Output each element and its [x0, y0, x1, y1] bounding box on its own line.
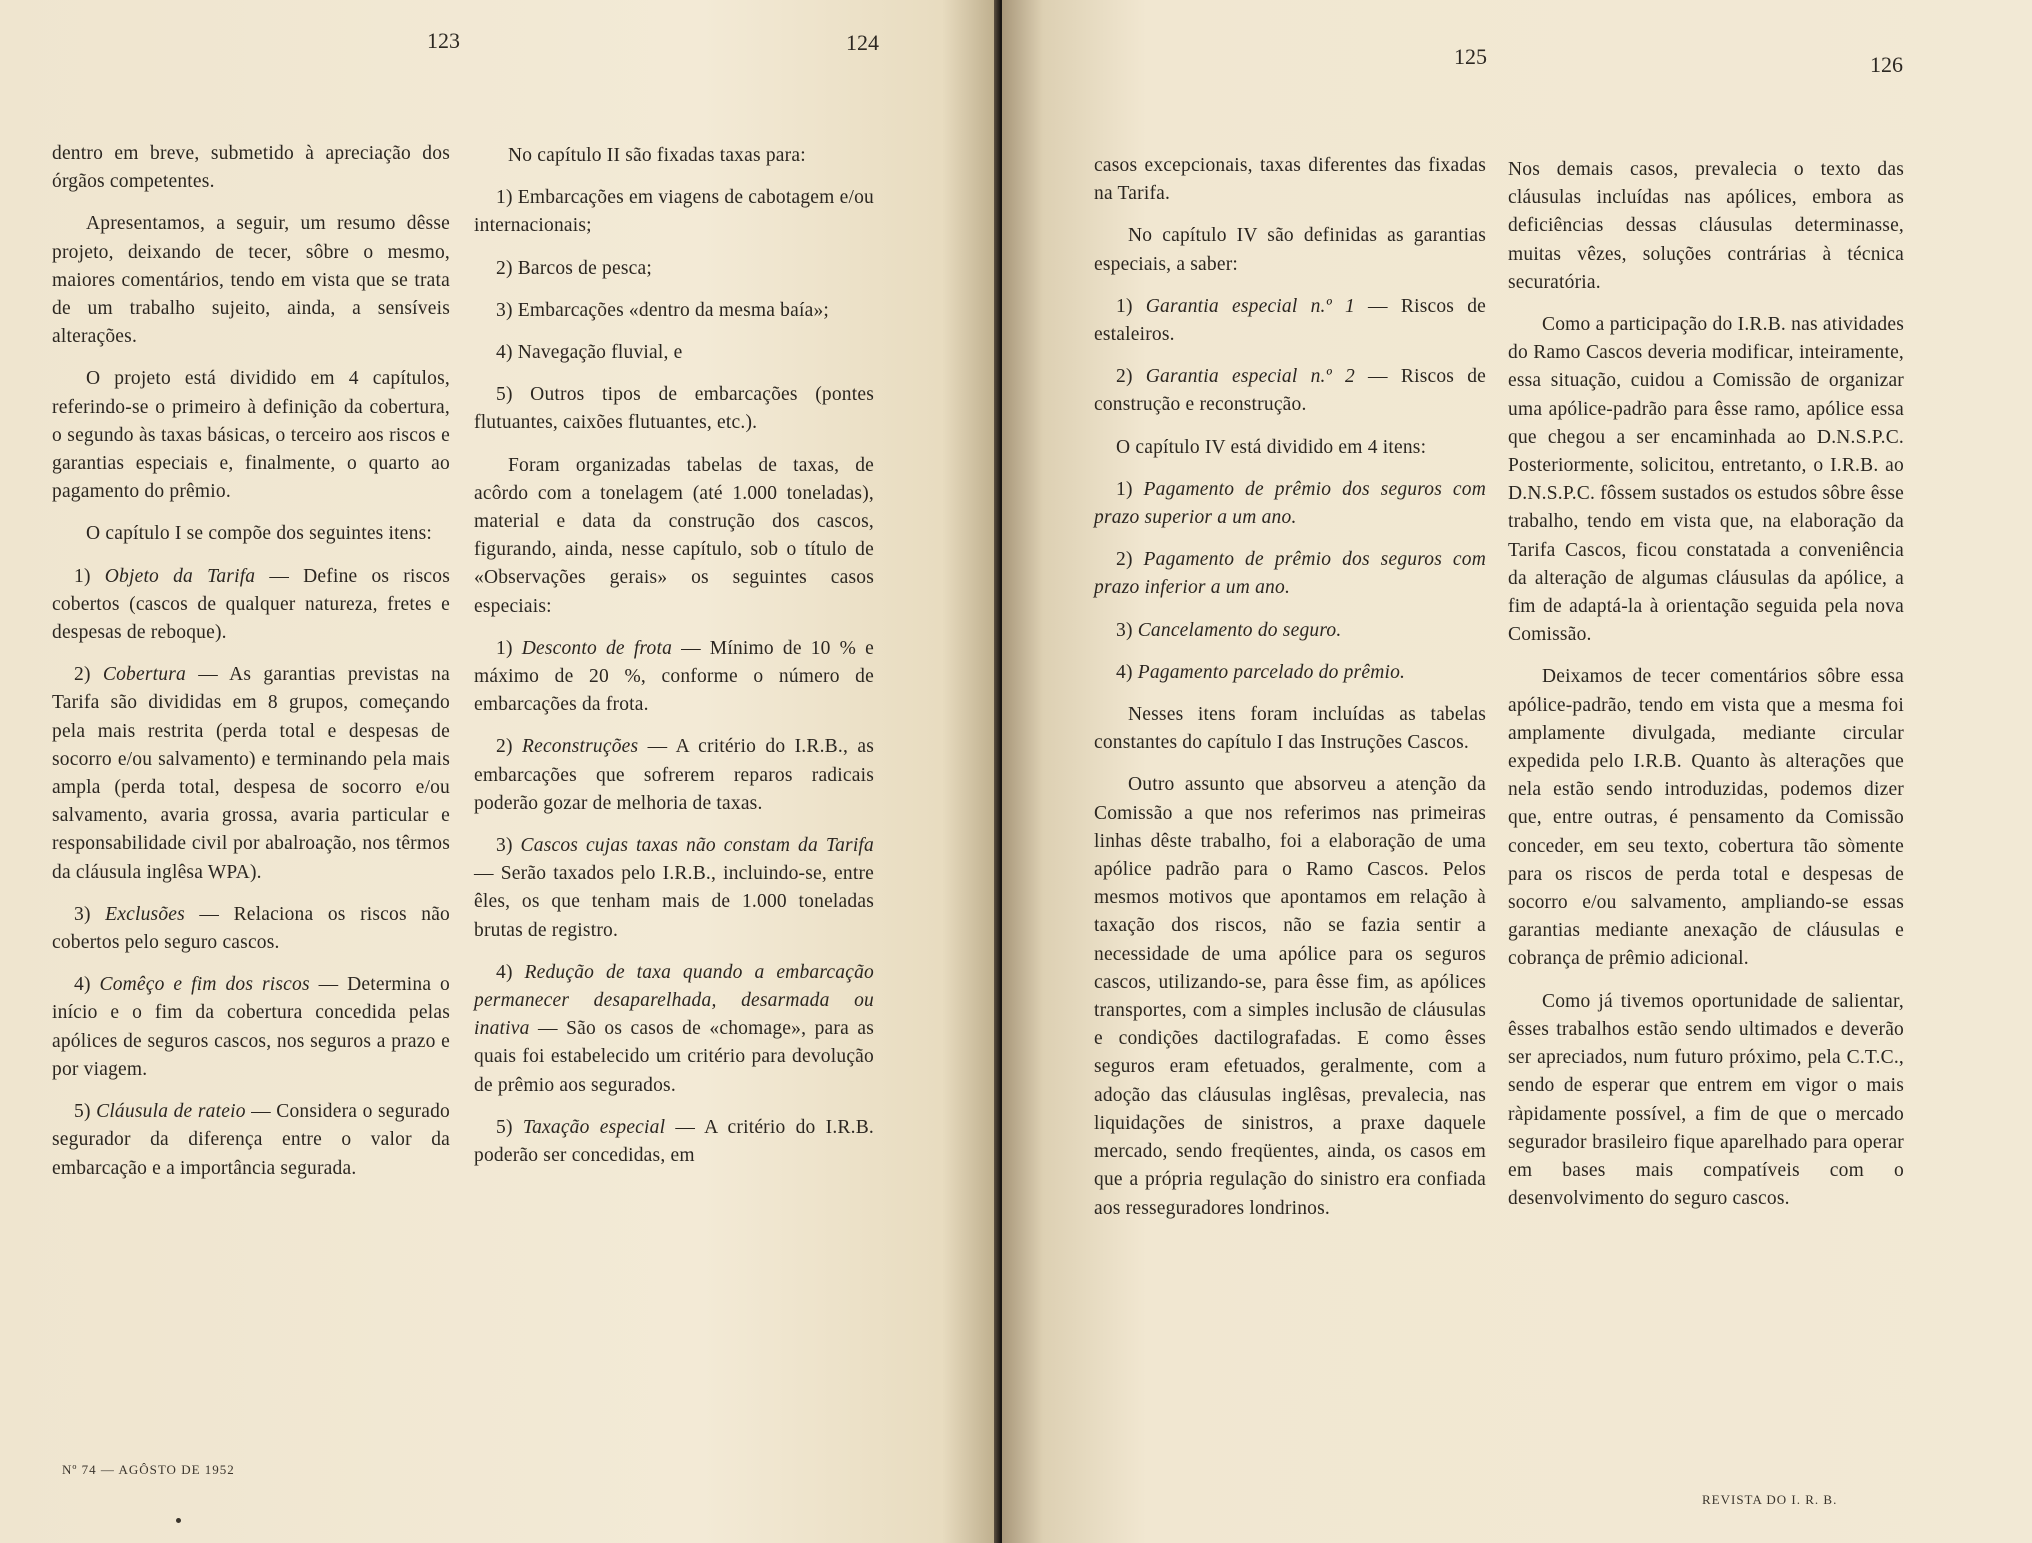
- paragraph: [1094, 363, 1486, 419]
- paragraph-text: — Mínimo de 10 % e máximo de 20 %, conforme o número de embarcações da frota.: [474, 637, 875, 716]
- paragraph: [1094, 546, 1486, 602]
- item-heading: Redução de taxa quando a embarcação permanecer desaparelhada, desarmada ou inativa: [474, 961, 874, 1040]
- item-number: 2): [1116, 549, 1144, 571]
- item-number: 3): [74, 903, 106, 925]
- paragraph: [1508, 988, 1904, 1214]
- paragraph-text: 2) Barcos de pesca;: [496, 257, 652, 279]
- paragraph: [474, 297, 874, 325]
- item-heading: Exclusões: [105, 903, 185, 925]
- page-number-126: 126: [1870, 52, 1903, 77]
- item-heading: Garantia especial n.º 2: [1145, 366, 1355, 388]
- paragraph-text: Nesses itens foram incluídas as tabelas constantes do capítulo I das Instruções Cascos.: [1094, 704, 1486, 754]
- item-number: 5): [496, 1116, 523, 1138]
- paragraph-text: — Riscos de estaleiros.: [1094, 295, 1487, 346]
- paragraph-text: No capítulo II são fixadas taxas para:: [508, 145, 806, 166]
- page-number-124: 124: [846, 30, 879, 55]
- paragraph-text: — Relaciona os riscos não cobertos pelo seguro cascos.: [52, 903, 451, 954]
- paragraph: [474, 142, 874, 170]
- paragraph: [52, 971, 450, 1084]
- item-heading: Cobertura: [102, 664, 186, 686]
- paragraph: [52, 210, 450, 351]
- item-number: 5): [74, 1101, 97, 1123]
- paragraph-text: — Considera o segurado segurador da diferença entre o valor da embarcação e a importância segurada.: [52, 1101, 451, 1179]
- paragraph: [52, 901, 450, 957]
- paragraph: [52, 365, 450, 506]
- page-number-125: 125: [1454, 44, 1487, 69]
- item-heading: Garantia especial n.º 1: [1145, 295, 1355, 317]
- paragraph: [1094, 771, 1486, 1222]
- paragraph-text: — Serão taxados pelo I.R.B., incluindo-se, entre êles, os que tenham mais de 1.000 toneladas brutas de registro.: [474, 863, 874, 941]
- paragraph: [1094, 152, 1486, 208]
- paragraph-text: Como a participação do I.R.B. nas atividades do Ramo Cascos deveria modificar, inteiramente, essa situação, cuidou a Comissão de organizar uma apólice-padrão para êsse ramo, apólice essa que chegou a ser encaminhada ao D.N.S.P.C. Posteriormente, solicitou, entretanto, o I.R.B. ao D.N.S.P.C. fôssem sustados os estudos sôbre êsse trabalho, tendo em vista que, na elaboração da Tarifa Cascos, ficou constatada a conveniência da alteração de algumas cláusulas da apólice, a fim de adaptá-la à orientação seguida pela nova Comissão.: [1508, 314, 1904, 646]
- paragraph: [474, 381, 874, 437]
- footer-issue-date: Nº 74 — AGÔSTO DE 1952: [62, 1462, 235, 1477]
- item-heading: Comêço e fim dos riscos: [99, 974, 310, 996]
- text-column-page-124: [474, 142, 874, 1184]
- item-heading: Pagamento de prêmio dos seguros com prazo superior a um ano.: [1094, 478, 1486, 529]
- item-number: 2): [1116, 366, 1146, 388]
- paragraph: [1094, 659, 1486, 687]
- item-number: 1): [496, 637, 522, 659]
- paragraph-text: Apresentamos, a seguir, um resumo dêsse projeto, deixando de tecer, sôbre o mesmo, maiores comentários, tendo em vista que se trata de um trabalho sujeito, ainda, a sensíveis alterações.: [52, 213, 450, 348]
- paragraph-text: Como já tivemos oportunidade de salientar, êsses trabalhos estão sendo ultimados e deverão ser apreciados, num futuro próximo, pela C.T.C., sendo de esperar que entrem em vigor o mais ràpidamente possível, a fim de que o mercado segurador brasileiro fique aparelhado para operar em bases mais compatíveis com o desenvolvimento do seguro cascos.: [1508, 990, 1904, 1210]
- left-page: [0, 0, 1002, 1543]
- paragraph-text: O projeto está dividido em 4 capítulos, referindo-se o primeiro à definição da cobertura, o segundo às taxas básicas, o terceiro aos riscos e garantias especiais e, finalmente, o quarto ao pagamento do prêmio.: [52, 368, 450, 503]
- paragraph-text: — Riscos de construção e reconstrução.: [1094, 366, 1487, 416]
- paragraph: [52, 563, 450, 648]
- item-heading: Reconstruções: [521, 736, 639, 758]
- paragraph: [1094, 701, 1486, 757]
- item-heading: Pagamento de prêmio dos seguros com prazo inferior a um ano.: [1094, 549, 1486, 599]
- paragraph: [1508, 311, 1904, 649]
- paragraph: [474, 733, 874, 818]
- paragraph-text: — A critério do I.R.B., as embarcações que sofrerem reparos radicais poderão gozar de melhoria de taxas.: [474, 736, 874, 814]
- paragraph-text: dentro em breve, submetido à apreciação dos órgãos competentes.: [52, 143, 450, 193]
- paragraph: [474, 1114, 874, 1170]
- item-heading: Desconto de frota: [521, 637, 673, 659]
- paragraph-text: 4) Navegação fluvial, e: [496, 342, 683, 364]
- paragraph: [474, 635, 874, 720]
- item-heading: Taxação especial: [522, 1116, 666, 1138]
- paragraph-text: Foram organizadas tabelas de taxas, de acôrdo com a tonelagem (até 1.000 toneladas), material e data da construção dos cascos, figurando, ainda, nesse capítulo, sob o título de «Observações gerais» os seguintes casos especiais:: [474, 454, 874, 617]
- item-number: 1): [1116, 295, 1146, 317]
- paragraph: [474, 255, 874, 283]
- paragraph-text: 3) Embarcações «dentro da mesma baía»;: [496, 299, 830, 321]
- item-number: 2): [496, 736, 522, 758]
- paragraph: [52, 1098, 450, 1183]
- item-number: 3): [496, 835, 521, 857]
- paragraph: [52, 520, 450, 548]
- paragraph-text: — As garantias previstas na Tarifa são divididas em 8 grupos, começando pela mais restrita (perda total e despesas de socorro e/ou salvamento) e terminando pela mais ampla (perda total, despesa de socorro e/ou salvamento, avaria grossa, avaria particular e responsabilidade civil por abalroação, nos têrmos da cláusula inglêsa WPA).: [52, 664, 450, 883]
- paragraph-text: No capítulo IV são definidas as garantias especiais, a saber:: [1094, 225, 1486, 275]
- page-number-123: 123: [427, 28, 460, 53]
- paragraph: [1508, 663, 1904, 973]
- paragraph-text: Nos demais casos, prevalecia o texto das cláusulas incluídas nas apólices, embora as deficiências dessas cláusulas determinasse, muitas vêzes, soluções contrárias à técnica securatória.: [1508, 159, 1904, 293]
- text-column-page-123: [52, 140, 450, 1197]
- paragraph: [1094, 617, 1486, 645]
- paragraph: [1508, 156, 1904, 297]
- paragraph: [52, 661, 450, 887]
- item-number: 4): [1116, 661, 1138, 683]
- paragraph-text: casos excepcionais, taxas diferentes das fixadas na Tarifa.: [1094, 155, 1486, 205]
- paragraph: [1094, 434, 1486, 462]
- item-number: 4): [496, 961, 525, 983]
- paragraph-text: 5) Outros tipos de embarcações (pontes flutuantes, caixões flutuantes, etc.).: [474, 384, 874, 434]
- paragraph-text: O capítulo IV está dividido em 4 itens:: [1116, 436, 1427, 458]
- item-heading: Pagamento parcelado do prêmio.: [1137, 661, 1406, 683]
- item-heading: Cascos cujas taxas não constam da Tarifa: [520, 835, 874, 857]
- paragraph-text: 1) Embarcações em viagens de cabotagem e/ou internacionais;: [474, 187, 874, 237]
- item-heading: Cancelamento do seguro.: [1137, 619, 1342, 641]
- paragraph: [474, 452, 874, 621]
- paragraph-text: — A critério do I.R.B. poderão ser concedidas, em: [474, 1116, 874, 1167]
- paragraph: [52, 140, 450, 196]
- right-page: [1002, 0, 2032, 1543]
- paragraph-text: — Determina o início e o fim da cobertura concedida pelas apólices de seguros cascos, nos seguros a prazo e por viagem.: [52, 974, 451, 1080]
- item-number: 1): [74, 565, 105, 587]
- text-column-page-125: [1094, 152, 1486, 1237]
- paragraph-text: — Define os riscos cobertos (cascos de qualquer natureza, fretes e despesas de reboque).: [52, 565, 450, 644]
- page-speck: [176, 1518, 181, 1523]
- item-heading: Cláusula de rateio: [96, 1101, 246, 1123]
- paragraph-text: Outro assunto que absorveu a atenção da Comissão a que nos referimos nas primeiras linhas dêste trabalho, foi a elaboração de uma apólice padrão para o Ramo Cascos. Pelos mesmos motivos que apontamos em relação à taxação dos riscos, não se fazia sentir a necessidade de uma apólice para os seguros cascos, utilizando-se, para êsse fim, as apólices transportes, com a simples inclusão de cláusulas e condições dactilografadas. E como êsses seguros eram efetuados, geralmente, com a adoção das cláusulas inglêsas, prevalecia, nas liquidações de sinistros, a praxe daquele mercado, sendo freqüentes, ainda, os casos em que a própria regulação do sinistro era confiada aos resseguradores londrinos.: [1094, 774, 1486, 1219]
- paragraph-text: Deixamos de tecer comentários sôbre essa apólice-padrão, tendo em vista que a mesma foi amplamente divulgada, mediante circular expedida pelo I.R.B. Quanto às alterações que nela estão sendo introduzidas, podemos dizer que, entre outras, é pensamento da Comissão conceder, em seu texto, cobertura tão sòmente para os riscos de perda total e despesas de socorro e/ou salvamento, ampliando-se essas garantias mediante anexação de cláusulas e cobrança de prêmio adicional.: [1508, 666, 1904, 970]
- paragraph-text: — São os casos de «chomage», para as quais foi estabelecido um critério para devolução de prêmio aos segurados.: [474, 1018, 874, 1096]
- text-column-page-126: [1508, 156, 1904, 1227]
- paragraph: [474, 832, 874, 945]
- footer-journal-title: REVISTA DO I. R. B.: [1702, 1492, 1838, 1507]
- paragraph: [474, 959, 874, 1100]
- item-heading: Objeto da Tarifa: [104, 565, 256, 587]
- paragraph-text: O capítulo I se compõe dos seguintes itens:: [86, 523, 432, 545]
- paragraph: [474, 184, 874, 240]
- paragraph: [474, 339, 874, 367]
- paragraph: [1094, 222, 1486, 278]
- paragraph: [1094, 476, 1486, 532]
- item-number: 2): [74, 664, 103, 686]
- item-number: 1): [1116, 478, 1144, 500]
- item-number: 3): [1116, 619, 1138, 641]
- item-number: 4): [74, 974, 100, 996]
- paragraph: [1094, 293, 1486, 349]
